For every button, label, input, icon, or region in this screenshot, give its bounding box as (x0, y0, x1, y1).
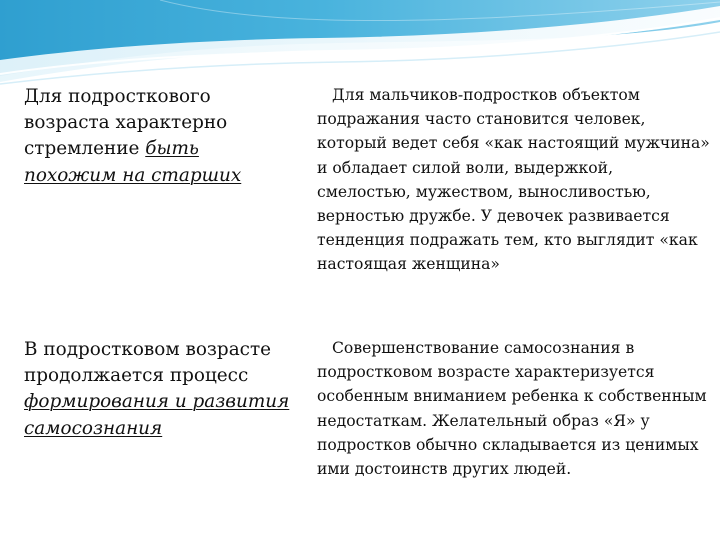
left-text: В подростковом возрасте продолжается процесс (24, 339, 272, 387)
right-cell-explanation: Совершенствование самосознания в подростковом возрасте характеризуется особенным вниманием ребенка к собственным недостаткам. Желательный образ «Я» у подростков обычно складывается из ценимых ими достоинств других людей. (317, 339, 707, 479)
right-cell-explanation: Для мальчиков-подростков объектом подражания часто становится человек, который ведет себя «как настоящий мужчина» и обладает силой воли, выдержкой, смелостью, мужеством, выносливостью, верностью дружбе. У девочек развивается тенденция подражать тем, кто выглядит «как настоящая женщина» (317, 86, 710, 274)
left-emphasis: формирования и развития самосознания (24, 391, 290, 439)
left-cell-statement (24, 337, 292, 442)
left-cell-statement (24, 84, 292, 189)
table-row (0, 334, 720, 514)
left-text: Для подросткового возраста характерно стремление (24, 86, 228, 160)
table-row (0, 84, 720, 306)
left-emphasis: быть похожим на старших (24, 138, 242, 186)
